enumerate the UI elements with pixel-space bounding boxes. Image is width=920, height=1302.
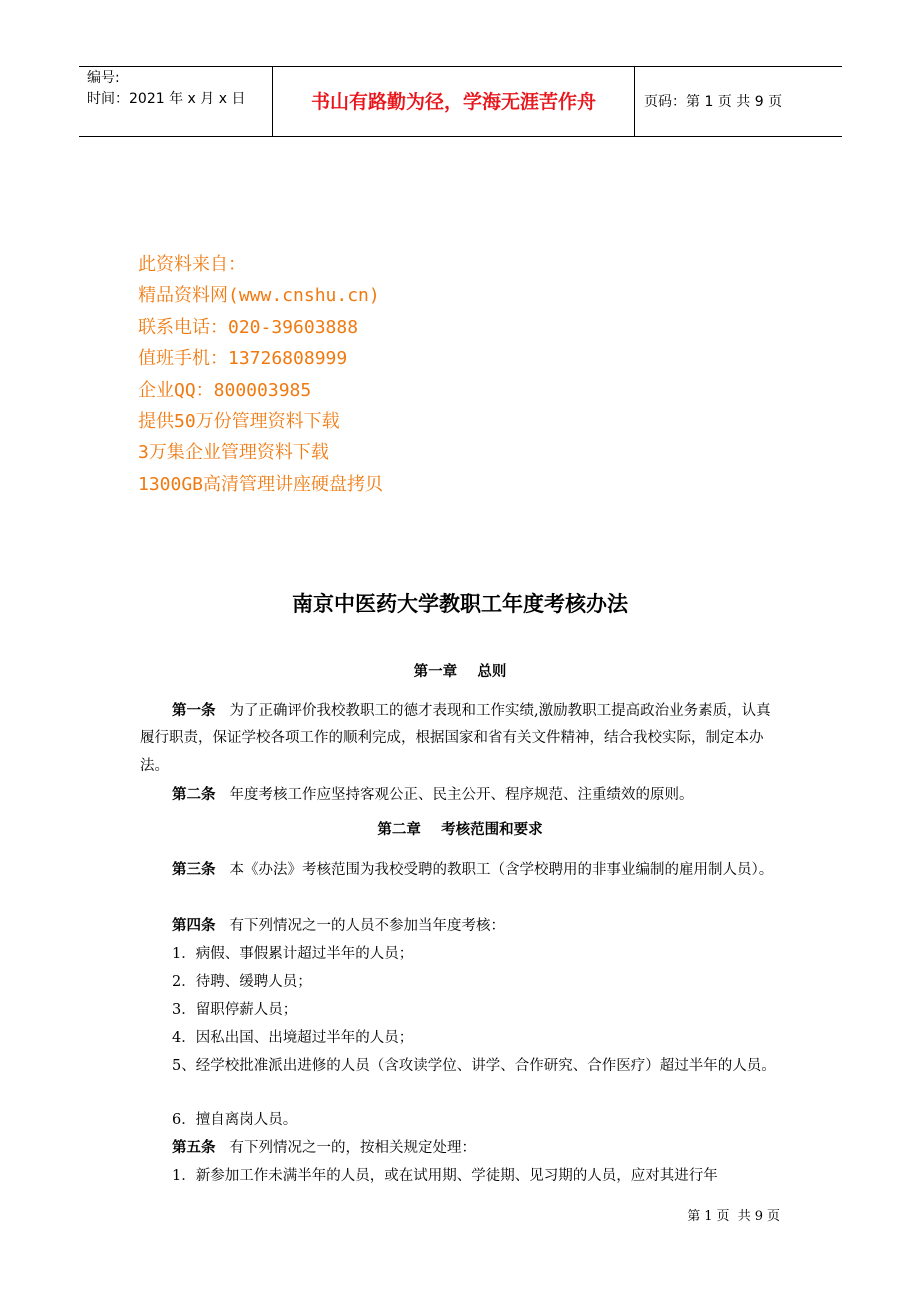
page-footer bbox=[683, 1208, 780, 1226]
article-text: 年度考核工作应坚持客观公正、民主公开、程序规范、注重绩效的原则。 bbox=[229, 787, 694, 803]
header-right-cell bbox=[635, 67, 842, 136]
article-5 bbox=[140, 1135, 782, 1162]
list-item: 1．新参加工作未满半年的人员，或在试用期、学徒期、见习期的人员，应对其进行年 bbox=[172, 1168, 718, 1184]
footer-page-label: 第 bbox=[687, 1209, 701, 1224]
source-line: 精品资料网(www.cnshu.cn) bbox=[138, 285, 380, 307]
chapter-heading: 第一章 总则 bbox=[413, 664, 507, 680]
number-label: 编号: bbox=[87, 70, 120, 86]
time-label: 时间：2021 年 x 月 x 日 bbox=[87, 91, 246, 107]
page-code: 页码：第 1 页 共 9 页 bbox=[644, 94, 783, 110]
list-item: 1．病假、事假累计超过半年的人员； bbox=[172, 946, 414, 962]
article-1 bbox=[140, 698, 782, 780]
chapter-heading: 第二章 考核范围和要求 bbox=[377, 822, 543, 838]
source-line: 此资料来自： bbox=[138, 254, 246, 275]
footer-page-number: 1 bbox=[704, 1209, 713, 1224]
footer-total-label: 共 bbox=[737, 1209, 751, 1224]
article-2 bbox=[140, 782, 782, 809]
list-item: 3．留职停薪人员； bbox=[172, 1002, 298, 1018]
footer-total-number: 9 bbox=[754, 1209, 763, 1224]
document-title: 南京中医药大学教职工年度考核办法 bbox=[292, 592, 628, 616]
article-label: 第一条 bbox=[172, 703, 216, 719]
source-line: 提供50万份管理资料下载 bbox=[138, 410, 340, 432]
list-item: 5、经学校批准派出进修的人员（含攻读学位、讲学、合作研究、合作医疗）超过半年的人员。 bbox=[172, 1058, 776, 1074]
page-header bbox=[79, 66, 842, 137]
source-line: 企业QQ：800003985 bbox=[138, 379, 312, 401]
article-text: 本《办法》考核范围为我校受聘的教职工（含学校聘用的非事业编制的雇用制人员）。 bbox=[229, 862, 774, 878]
source-line: 3万集企业管理资料下载 bbox=[138, 442, 329, 464]
list-item: 4．因私出国、出境超过半年的人员； bbox=[172, 1030, 414, 1046]
header-motto-cell bbox=[273, 67, 635, 136]
article-3 bbox=[140, 857, 782, 884]
article-label: 第二条 bbox=[172, 787, 216, 803]
article-label: 第四条 bbox=[172, 918, 216, 934]
list-item: 6．擅自离岗人员。 bbox=[172, 1112, 298, 1128]
footer-total-unit: 页 bbox=[766, 1209, 780, 1224]
article-label: 第五条 bbox=[172, 1140, 216, 1156]
footer-page-unit: 页 bbox=[716, 1209, 730, 1224]
source-line: 1300GB高清管理讲座硬盘拷贝 bbox=[138, 473, 384, 495]
motto: 书山有路勤为径，学海无涯苦作舟 bbox=[310, 91, 596, 113]
header-left-cell bbox=[79, 67, 273, 136]
article-4 bbox=[140, 913, 782, 940]
source-line: 值班手机：13726808999 bbox=[138, 348, 348, 370]
article-label: 第三条 bbox=[172, 862, 216, 878]
article-text: 为了正确评价我校教职工的德才表现和工作实绩,激励教职工提高政治业务素质，认真履行职责，保证学校各项工作的顺利完成，根据国家和省有关文件精神，结合我校实际，制定本办法。 bbox=[140, 703, 771, 774]
article-text: 有下列情况之一的人员不参加当年度考核： bbox=[229, 918, 505, 934]
source-info-block bbox=[138, 249, 383, 500]
list-item: 2．待聘、缓聘人员； bbox=[172, 974, 312, 990]
source-line: 联系电话：020-39603888 bbox=[138, 316, 359, 338]
article-text: 有下列情况之一的，按相关规定处理： bbox=[229, 1140, 476, 1156]
